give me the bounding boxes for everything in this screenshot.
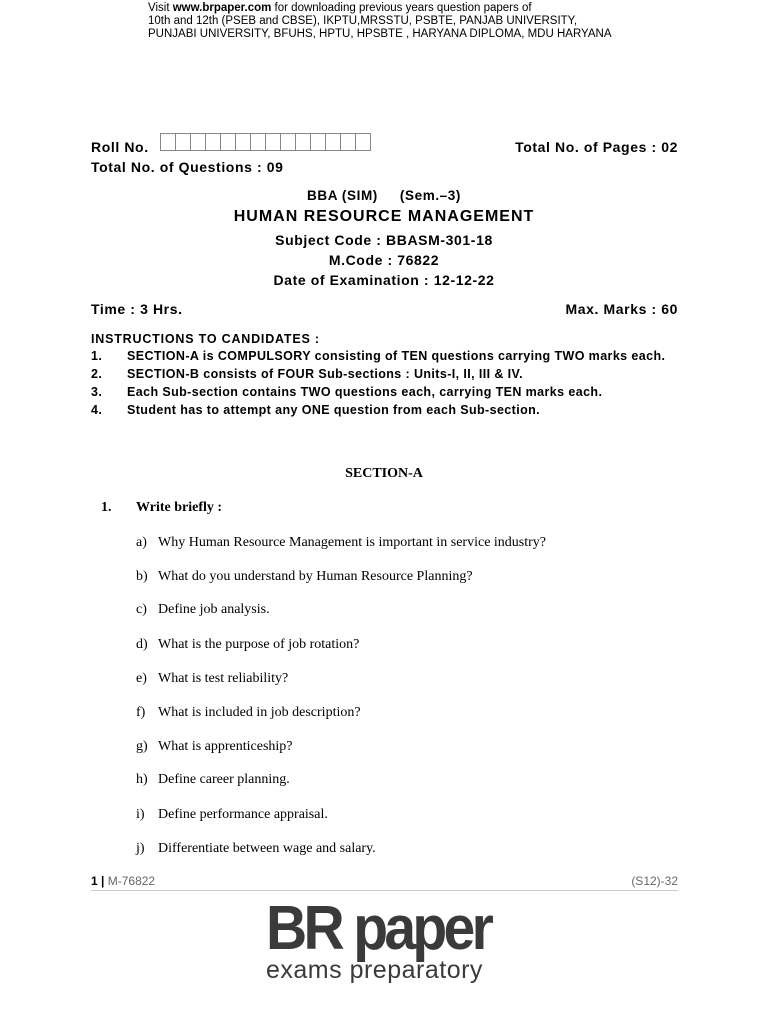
instruction-item: 4. Student has to attempt any ONE question from each Sub-section. — [91, 403, 541, 417]
banner-line-3: PUNJABI UNIVERSITY, BFUHS, HPTU, HPSBTE , HARYANA DIPLOMA, MDU HARYANA — [148, 28, 612, 40]
sub-question: c) Define job analysis. — [136, 602, 270, 617]
instruction-item: 1. SECTION-A is COMPULSORY consisting of TEN questions carrying TWO marks each. — [91, 349, 666, 363]
banner-line-1: Visit www.brpaper.com for downloading previous years question papers of — [148, 2, 532, 14]
question-text: Write briefly : — [136, 500, 223, 515]
footer-page-info — [91, 874, 155, 888]
page-number: 1 — [91, 874, 98, 888]
banner-site-link[interactable]: www.brpaper.com — [172, 2, 272, 14]
footer-divider — [91, 890, 678, 891]
course-name: BBA (SIM) — [307, 188, 378, 203]
section-a-heading: SECTION-A — [345, 466, 423, 481]
sub-question: h) Define career planning. — [136, 772, 290, 787]
banner — [148, 2, 688, 41]
footer-series: (S12)-32 — [631, 874, 678, 888]
sub-question: d) What is the purpose of job rotation? — [136, 637, 360, 652]
exam-date: Date of Examination : 12-12-22 — [273, 272, 495, 288]
sub-question: g) What is apprenticeship? — [136, 739, 293, 754]
sub-question: b) What do you understand by Human Resource Planning? — [136, 569, 473, 584]
semester: (Sem.–3) — [399, 188, 461, 203]
brand-tagline: exams preparatory — [266, 956, 483, 984]
instruction-item: 2. SECTION-B consists of FOUR Sub-sections : Units-I, II, III & IV. — [91, 367, 524, 381]
roll-no-boxes[interactable] — [160, 133, 370, 151]
total-pages: Total No. of Pages : 02 — [515, 139, 678, 155]
instructions-title: INSTRUCTIONS TO CANDIDATES : — [91, 332, 320, 346]
banner-line-2: 10th and 12th (PSEB and CBSE), IKPTU,MRSSTU, PSBTE, PANJAB UNIVERSITY, — [148, 15, 578, 27]
m-code: M.Code : 76822 — [328, 252, 440, 268]
question-number: 1. — [101, 500, 112, 515]
instruction-item: 3. Each Sub-section contains TWO questions each, carrying TEN marks each. — [91, 385, 603, 399]
subject-code: Subject Code : BBASM-301-18 — [275, 232, 493, 248]
instructions-list — [91, 350, 678, 422]
max-marks: Max. Marks : 60 — [565, 301, 678, 317]
exam-time: Time : 3 Hrs. — [91, 301, 183, 317]
sub-question: e) What is test reliability? — [136, 671, 289, 686]
course-line — [0, 188, 768, 203]
sub-question: i) Define performance appraisal. — [136, 807, 328, 822]
sub-question: f) What is included in job description? — [136, 705, 361, 720]
total-questions: Total No. of Questions : 09 — [91, 159, 284, 175]
sub-question: a) Why Human Resource Management is important in service industry? — [136, 535, 547, 550]
subject-title: HUMAN RESOURCE MANAGEMENT — [233, 208, 535, 225]
footer-separator: | — [101, 874, 105, 888]
sub-question: j) Differentiate between wage and salary. — [136, 841, 376, 856]
footer-code: M-76822 — [107, 874, 156, 888]
roll-no-label: Roll No. — [91, 139, 149, 155]
brand-logo: BR paper — [266, 894, 491, 963]
